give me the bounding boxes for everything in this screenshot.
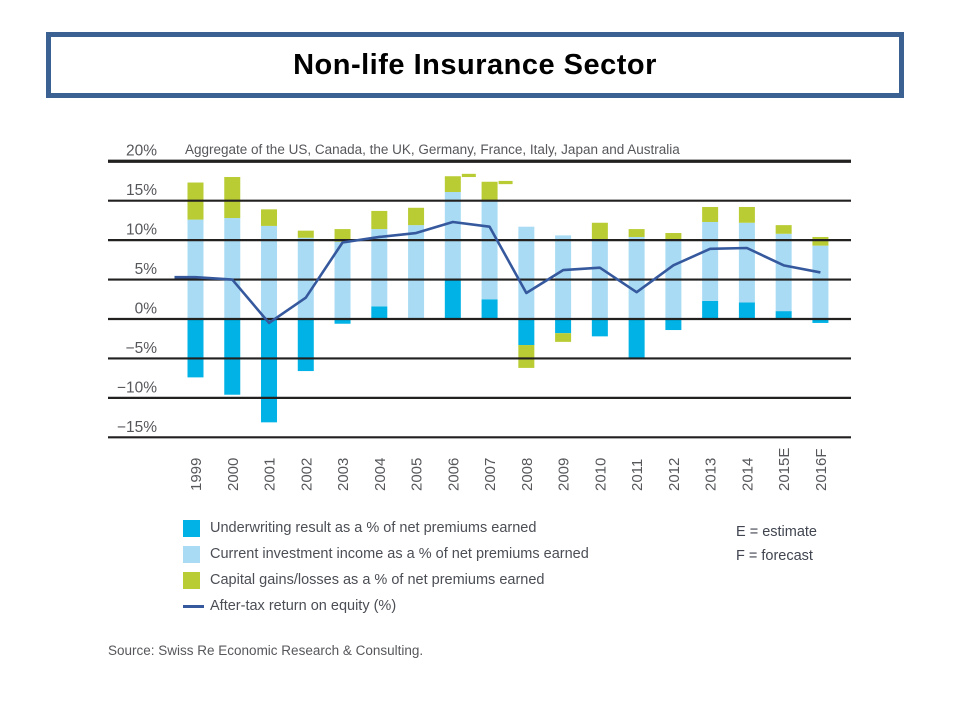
- x-axis-label: 2001: [261, 457, 279, 491]
- legend-label: Underwriting result as a % of net premiums earned: [210, 520, 537, 536]
- footnotes: [736, 520, 817, 568]
- bar-2014-investment-income: [739, 223, 755, 303]
- bar-2010-underwriting: [592, 319, 608, 336]
- y-axis-label: −15%: [116, 418, 157, 436]
- bar-1999-underwriting: [188, 319, 204, 377]
- x-axis-label: 2011: [629, 458, 647, 491]
- bar-2007-investment-income: [482, 201, 498, 299]
- bar-2015E-capital-gains: [776, 225, 792, 234]
- bar-2013-investment-income: [702, 222, 718, 301]
- bar-2000-underwriting: [224, 319, 240, 395]
- x-axis-label: 2012: [665, 457, 683, 491]
- x-axis-label: 2007: [482, 457, 500, 491]
- source-line: Source: Swiss Re Economic Research & Consulting.: [108, 643, 424, 658]
- x-axis-label: 2003: [335, 457, 353, 491]
- x-axis-label: 2013: [702, 457, 720, 491]
- legend-item-1: [183, 546, 589, 563]
- legend-label: Capital gains/losses as a % of net premiums earned: [210, 572, 545, 588]
- bar-2009-underwriting: [555, 319, 571, 333]
- bar-2006-investment-income: [445, 192, 461, 280]
- bar-2015E-investment-income: [776, 234, 792, 311]
- legend-line-swatch: [183, 605, 204, 608]
- x-axis-label: 2008: [518, 457, 536, 491]
- legend-square-swatch: [183, 520, 200, 537]
- capital-gains-marker-2006: [462, 174, 476, 177]
- bar-2000-capital-gains: [224, 177, 240, 218]
- bar-2012-capital-gains: [665, 233, 681, 239]
- capital-gains-marker-2007: [499, 181, 513, 184]
- x-axis-label: 2004: [371, 457, 389, 491]
- bar-2001-underwriting: [261, 319, 277, 422]
- bar-2011-investment-income: [629, 237, 645, 319]
- x-axis-label: 2005: [408, 457, 426, 491]
- y-axis-label: −5%: [125, 339, 157, 357]
- y-axis-label: −10%: [116, 379, 157, 397]
- x-axis-label: 2015E: [776, 447, 794, 491]
- legend-item-2: [183, 572, 589, 589]
- chart-subtitle: Aggregate of the US, Canada, the UK, Germany, France, Italy, Japan and Australia: [185, 142, 680, 157]
- y-axis-label: 5%: [134, 261, 157, 279]
- bar-2005-capital-gains: [408, 208, 424, 225]
- bar-2007-underwriting: [482, 299, 498, 319]
- x-axis-label: 2006: [445, 457, 463, 491]
- legend-label: After-tax return on equity (%): [210, 598, 397, 614]
- x-axis-label: 2010: [592, 457, 610, 491]
- x-axis-label: 1999: [188, 457, 205, 491]
- slide-title: Non-life Insurance Sector: [293, 48, 657, 81]
- legend-square-swatch: [183, 572, 200, 589]
- x-axis-label: 2016F: [812, 448, 830, 491]
- y-axis-label: 15%: [125, 182, 157, 200]
- legend-square-swatch: [183, 546, 200, 563]
- bar-2008-underwriting: [518, 319, 534, 345]
- bar-2009-capital-gains: [555, 333, 571, 342]
- chart-legend: [183, 520, 589, 624]
- bar-2013-capital-gains: [702, 207, 718, 222]
- footnote-forecast: F = forecast: [736, 548, 813, 564]
- bar-2016F-investment-income: [812, 246, 828, 319]
- bar-2016F-capital-gains: [812, 237, 828, 246]
- legend-item-0: [183, 520, 589, 537]
- x-axis-label: 2002: [298, 457, 316, 491]
- y-axis-label: 20%: [125, 142, 157, 160]
- bar-2006-underwriting: [445, 280, 461, 319]
- bar-2014-underwriting: [739, 302, 755, 319]
- x-axis-label: 2009: [555, 457, 573, 491]
- y-axis-label: 10%: [125, 221, 157, 239]
- legend-label: Current investment income as a % of net premiums earned: [210, 546, 589, 562]
- bar-1999-investment-income: [188, 220, 204, 319]
- bar-2004-capital-gains: [371, 211, 387, 229]
- footnote-estimate: E = estimate: [736, 524, 817, 540]
- bar-2004-underwriting: [371, 306, 387, 319]
- bar-2002-capital-gains: [298, 231, 314, 238]
- bar-2002-underwriting: [298, 319, 314, 371]
- bar-2007-capital-gains: [482, 182, 498, 202]
- bar-2011-capital-gains: [629, 229, 645, 237]
- bar-2011-underwriting: [629, 319, 645, 358]
- bar-2009-investment-income: [555, 235, 571, 319]
- y-axis-label: 0%: [134, 300, 157, 318]
- bar-2012-underwriting: [665, 319, 681, 330]
- x-axis-label: 2000: [224, 457, 242, 491]
- x-axis-label: 2014: [739, 457, 757, 491]
- legend-item-3: [183, 598, 589, 615]
- bar-2013-underwriting: [702, 301, 718, 319]
- bar-2010-capital-gains: [592, 223, 608, 241]
- bar-2000-investment-income: [224, 218, 240, 319]
- bar-2001-capital-gains: [261, 209, 277, 226]
- bar-2014-capital-gains: [739, 207, 755, 223]
- bar-2015E-underwriting: [776, 311, 792, 319]
- bar-2008-capital-gains: [518, 345, 534, 368]
- bar-2002-investment-income: [298, 238, 314, 319]
- bar-2006-capital-gains: [445, 176, 461, 192]
